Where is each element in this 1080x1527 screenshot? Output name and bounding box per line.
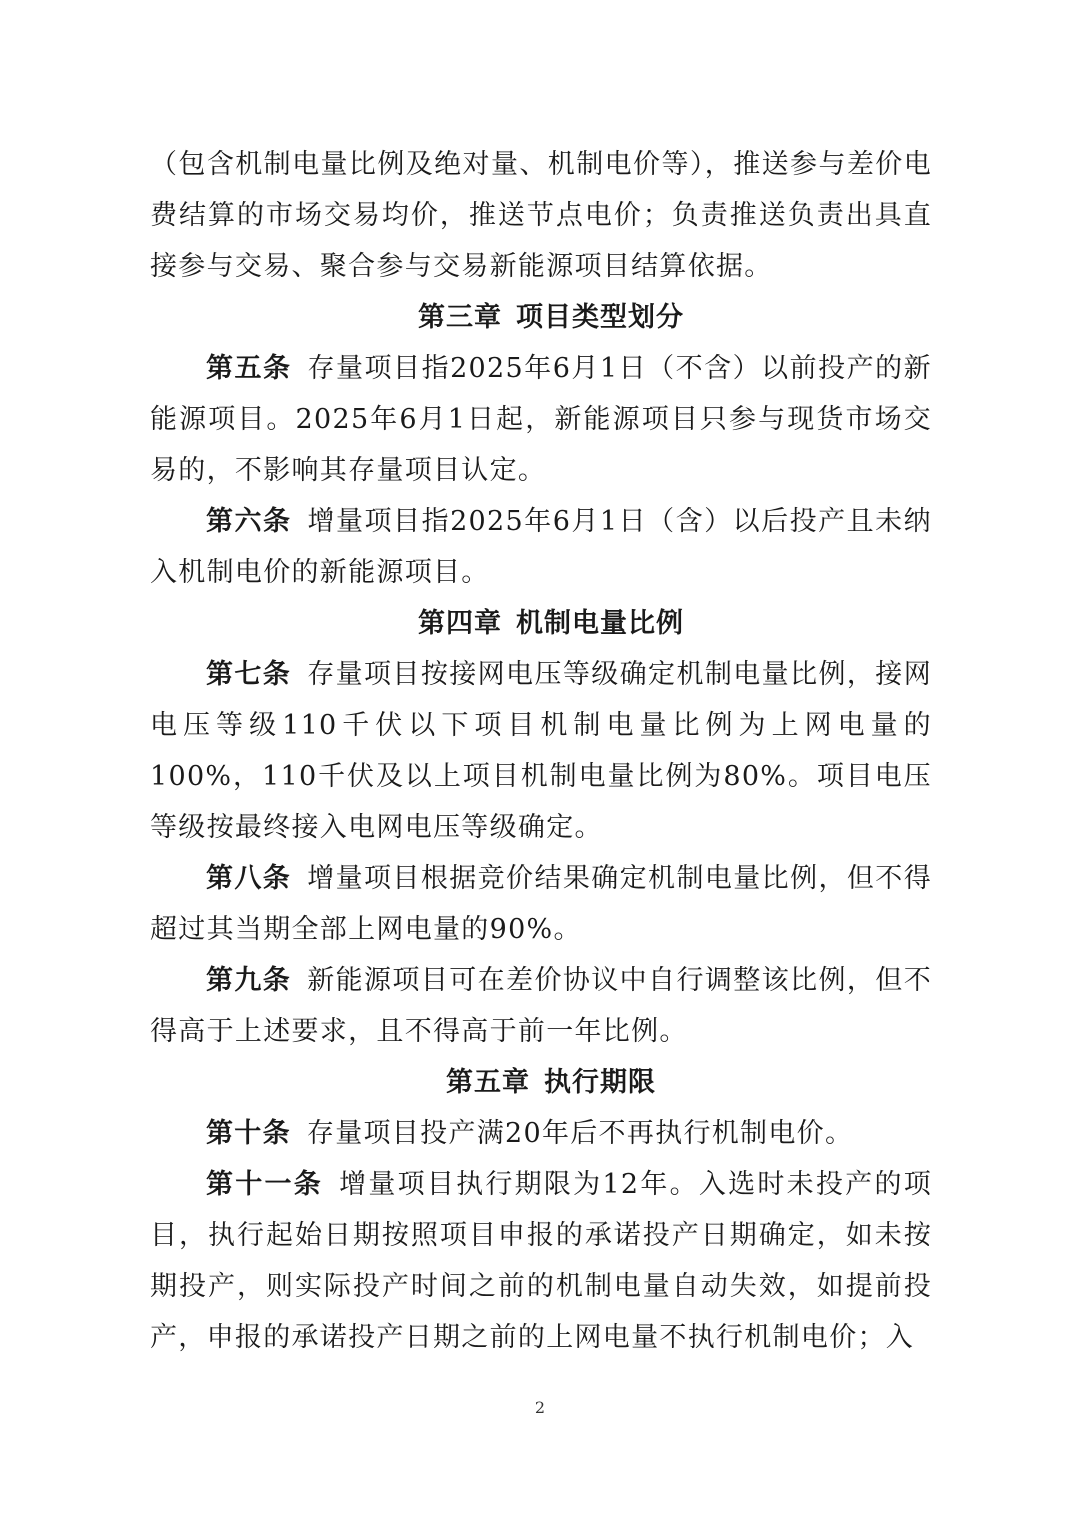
chapter-heading (150, 1057, 932, 1108)
article-text: 存量项目按接网电压等级确定机制电量比例，接网电压等级110千伏以下项目机制电量比例为上网电量的100%，110千伏及以上项目机制电量比例为80%。项目电压等级按最终接入电网电压等级确定。 (150, 659, 932, 843)
article-paragraph (150, 1159, 932, 1363)
chapter-title: 机制电量比例 (516, 608, 684, 639)
article-label: 第七条 (206, 659, 292, 690)
article-label: 第十条 (206, 1118, 291, 1149)
chapter-title: 项目类型划分 (516, 302, 684, 333)
chapter-heading (150, 292, 932, 343)
article-label: 第九条 (206, 965, 292, 996)
article-paragraph (150, 649, 932, 853)
article-text: 增量项目执行期限为12年。入选时未投产的项目，执行起始日期按照项目申报的承诺投产日期确定，如未按期投产，则实际投产时间之前的机制电量自动失效，如提前投产，申报的承诺投产日期之前的上网电量不执行机制电价；入 (150, 1169, 933, 1353)
article-paragraph (150, 1108, 932, 1159)
article-label: 第八条 (206, 863, 292, 894)
continued-paragraph (150, 139, 932, 292)
article-text: 存量项目指2025年6月1日（不含）以前投产的新能源项目。2025年6月1日起，新能源项目只参与现货市场交易的，不影响其存量项目认定。 (150, 353, 932, 486)
chapter-heading (150, 598, 932, 649)
chapter-number: 第五章 (446, 1067, 530, 1098)
paragraph-text: （包含机制电量比例及绝对量、机制电价等），推送参与差价电费结算的市场交易均价，推送节点电价；负责推送负责出具直接参与交易、聚合参与交易新能源项目结算依据。 (150, 149, 932, 282)
article-paragraph (150, 955, 932, 1057)
article-label: 第五条 (206, 353, 292, 384)
article-paragraph (150, 343, 932, 496)
article-text: 增量项目指2025年6月1日（含）以后投产且未纳入机制电价的新能源项目。 (150, 506, 932, 588)
article-text: 增量项目根据竞价结果确定机制电量比例，但不得超过其当期全部上网电量的90%。 (150, 863, 932, 945)
article-paragraph (150, 496, 932, 598)
article-paragraph (150, 853, 932, 955)
chapter-number: 第四章 (418, 608, 502, 639)
article-text: 存量项目投产满20年后不再执行机制电价。 (306, 1118, 854, 1149)
page-number: 2 (534, 1398, 546, 1417)
article-label: 第六条 (206, 506, 292, 537)
chapter-number: 第三章 (418, 302, 502, 333)
chapter-title: 执行期限 (544, 1067, 656, 1098)
article-label: 第十一条 (206, 1169, 324, 1200)
article-text: 新能源项目可在差价协议中自行调整该比例，但不得高于上述要求，且不得高于前一年比例。 (150, 965, 932, 1047)
document-body (150, 139, 932, 1363)
